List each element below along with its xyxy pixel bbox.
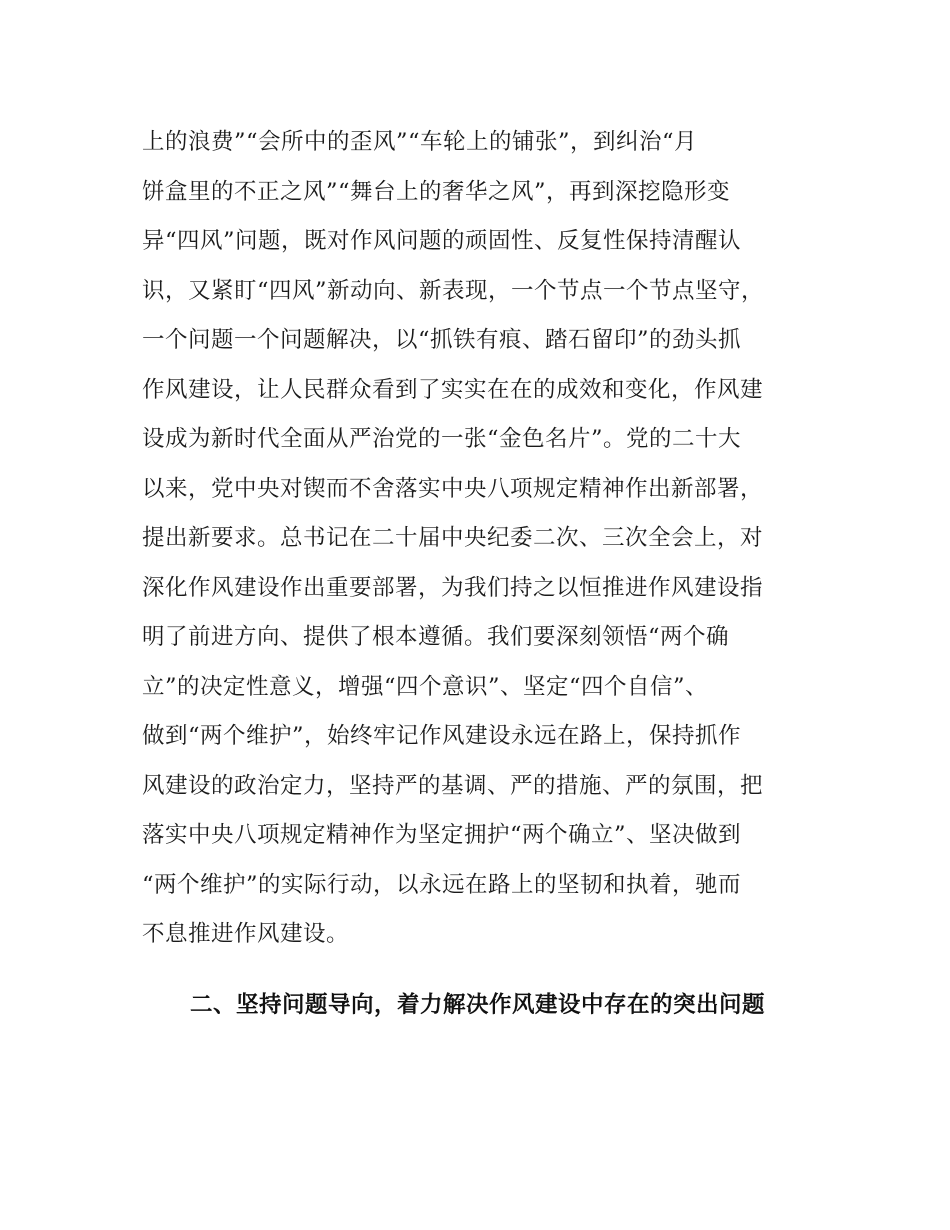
paragraph-line: 设成为新时代全面从严治党的一张“金色名片”。党的二十大: [142, 426, 742, 452]
paragraph-line: 提出新要求。总书记在二十届中央纪委二次、三次全会上，对: [142, 525, 764, 551]
paragraph-line: 饼盒里的不正之风”“舞台上的奢华之风”，再到深挖隐形变: [142, 178, 731, 205]
paragraph-line: 做到“两个维护”，始终牢记作风建设永远在路上，保持抓作: [142, 723, 742, 749]
paragraph-line: 落实中央八项规定精神作为坚定拥护“两个确立”、坚决做到: [142, 822, 742, 848]
paragraph-line: “两个维护”的实际行动，以永远在路上的坚韧和执着，驰而: [142, 871, 742, 898]
paragraph-line: 立”的决定性意义，增强“四个意识”、坚定“四个自信”、: [142, 673, 709, 700]
body-paragraph: [142, 122, 832, 964]
paragraph-line: 异“四风”问题，既对作风问题的顽固性、反复性保持清醒认: [142, 228, 742, 254]
paragraph-line: 作风建设，让人民群众看到了实实在在的成效和变化，作风建: [142, 376, 764, 403]
paragraph-line: 深化作风建设作出重要部署，为我们持之以恒推进作风建设指: [142, 574, 764, 601]
paragraph-line: 一个问题一个问题解决，以“抓铁有痕、踏石留印”的劲头抓: [142, 327, 742, 353]
paragraph-line: 不息推进作风建设。: [142, 921, 350, 947]
section-heading: 二、坚持问题导向，着力解决作风建设中存在的突出问题: [190, 992, 766, 1018]
paragraph-line: 识，又紧盯“四风”新动向、新表现，一个节点一个节点坚守，: [142, 277, 765, 304]
paragraph-line: 上的浪费”“会所中的歪风”“车轮上的铺张”，到纠治“月: [142, 129, 698, 155]
paragraph-line: 明了前进方向、提供了根本遵循。我们要深刻领悟“两个确: [142, 624, 730, 650]
paragraph-line: 风建设的政治定力，坚持严的基调、严的措施、严的氛围，把: [142, 772, 764, 799]
paragraph-line: 以来，党中央对锲而不舍落实中央八项规定精神作出新部署，: [142, 475, 764, 502]
